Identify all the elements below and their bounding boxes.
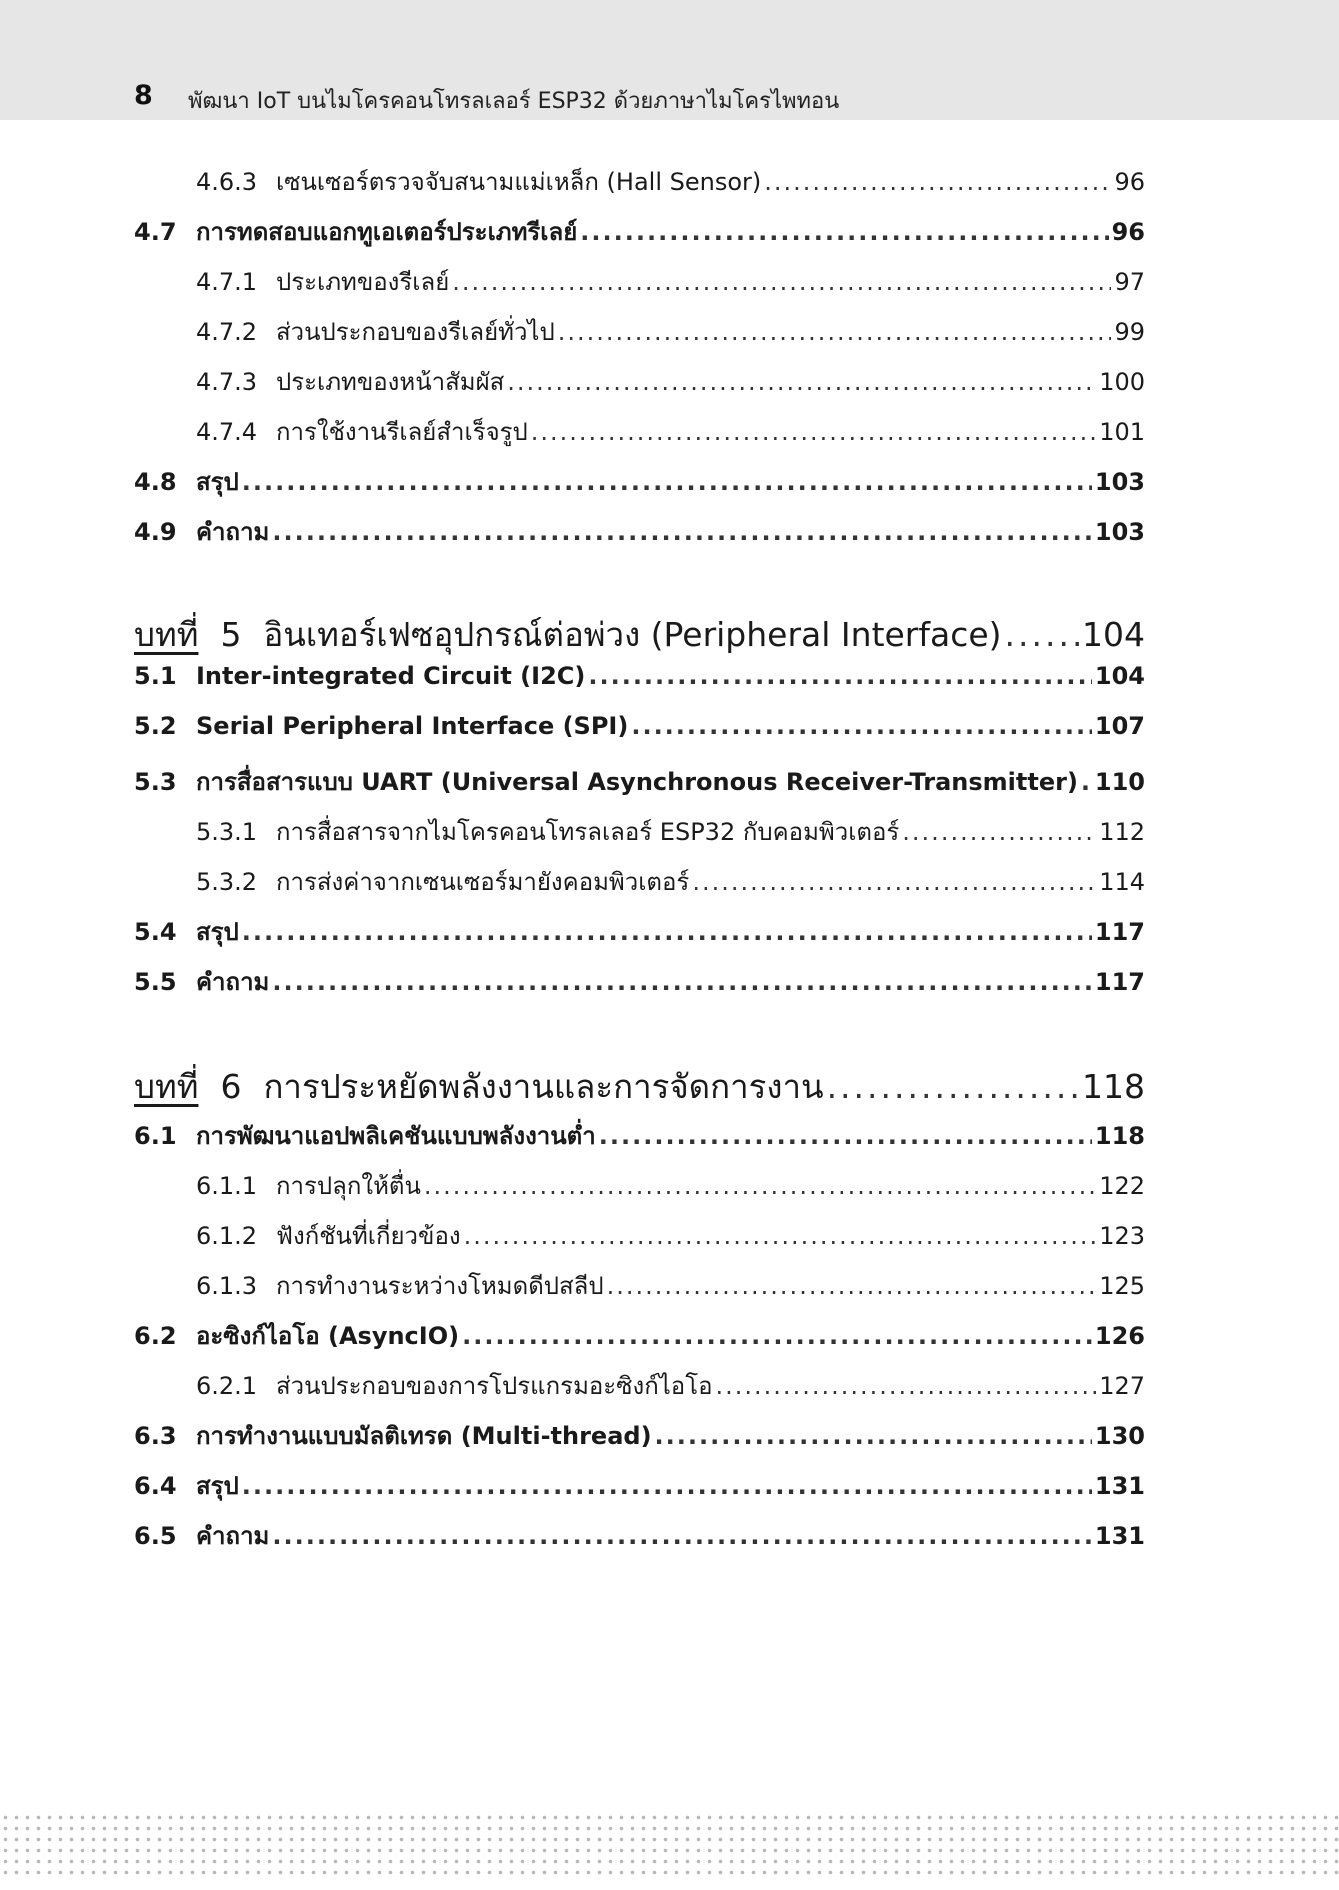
toc-entry bbox=[134, 512, 1145, 548]
entry-page-number: 118 bbox=[1094, 1122, 1145, 1150]
chapter-label: บทที่ bbox=[134, 1067, 199, 1106]
dot-leader bbox=[580, 218, 1108, 246]
entry-number: 5.5 bbox=[134, 968, 177, 996]
entry-number: 5.4 bbox=[134, 918, 177, 946]
entry-title: ส่วนประกอบของการโปรแกรมอะซิงก์ไอโอ bbox=[276, 1372, 713, 1400]
toc-entry bbox=[196, 162, 1145, 198]
entry-number: 4.7 bbox=[134, 218, 177, 246]
page-number: 8 bbox=[134, 80, 153, 111]
entry-page-number: 97 bbox=[1114, 268, 1145, 296]
toc-entry bbox=[134, 762, 1145, 798]
entry-page-number: 126 bbox=[1094, 1322, 1145, 1350]
dot-leader bbox=[902, 818, 1096, 846]
dot-leader bbox=[599, 1122, 1092, 1150]
dot-leader bbox=[424, 1172, 1096, 1200]
entry-number: 5.1 bbox=[134, 662, 177, 690]
entry-number: 6.2 bbox=[134, 1322, 177, 1350]
toc-entry bbox=[134, 712, 1145, 748]
entry-number: 6.5 bbox=[134, 1522, 177, 1550]
entry-page-number: 99 bbox=[1114, 318, 1145, 346]
dot-leader bbox=[242, 918, 1092, 946]
entry-title: สรุป bbox=[196, 468, 239, 496]
entry-page-number: 118 bbox=[1082, 1067, 1145, 1106]
entry-title: ฟังก์ชันที่เกี่ยวข้อง bbox=[276, 1222, 461, 1250]
entry-title: อะซิงก์ไอโอ (AsyncIO) bbox=[196, 1322, 460, 1350]
dot-leader bbox=[452, 268, 1111, 296]
entry-page-number: 110 bbox=[1094, 768, 1145, 796]
entry-title: สรุป bbox=[196, 1472, 239, 1500]
entry-page-number: 117 bbox=[1094, 968, 1145, 996]
entry-number: 4.7.4 bbox=[196, 418, 258, 446]
book-title: พัฒนา IoT บนไมโครคอนโทรลเลอร์ ESP32 ด้วยภาษาไมโครไพทอน bbox=[188, 89, 840, 114]
dot-leader bbox=[462, 1322, 1092, 1350]
toc-entry bbox=[196, 312, 1145, 348]
entry-title: สรุป bbox=[196, 918, 239, 946]
toc-entry bbox=[134, 1516, 1145, 1552]
entry-number: 6.4 bbox=[134, 1472, 177, 1500]
entry-page-number: 130 bbox=[1094, 1422, 1145, 1450]
entry-title: การทดสอบแอกทูเอเตอร์ประเภทรีเลย์ bbox=[196, 218, 578, 246]
entry-page-number: 101 bbox=[1099, 418, 1145, 446]
dot-leader bbox=[531, 418, 1096, 446]
entry-title: การพัฒนาแอปพลิเคชันแบบพลังงานต่ำ bbox=[196, 1122, 596, 1150]
entry-page-number: 104 bbox=[1094, 662, 1145, 690]
toc-entry bbox=[196, 1166, 1145, 1202]
entry-title: การใช้งานรีเลย์สำเร็จรูป bbox=[276, 418, 528, 446]
dot-leader bbox=[242, 1472, 1092, 1500]
entry-title: การสื่อสารจากไมโครคอนโทรลเลอร์ ESP32 กับคอมพิวเตอร์ bbox=[276, 818, 900, 846]
dot-leader bbox=[588, 662, 1092, 690]
toc-entry bbox=[134, 1466, 1145, 1502]
entry-title: คำถาม bbox=[196, 968, 270, 996]
entry-number: 6.1.3 bbox=[196, 1272, 258, 1300]
toc-entry bbox=[134, 212, 1145, 248]
dot-leader bbox=[655, 1422, 1092, 1450]
entry-number: 4.7.2 bbox=[196, 318, 258, 346]
entry-title: การสื่อสารแบบ UART (Universal Asynchronous Receiver-Transmitter) bbox=[196, 768, 1078, 796]
entry-title: Inter-integrated Circuit (I2C) bbox=[196, 662, 586, 690]
entry-title: การประหยัดพลังงานและการจัดการงาน bbox=[263, 1067, 824, 1106]
toc-entry bbox=[134, 1416, 1145, 1452]
toc-entry bbox=[134, 1316, 1145, 1352]
chapter-label: บทที่ bbox=[134, 615, 199, 654]
entry-title: ส่วนประกอบของรีเลย์ทั่วไป bbox=[276, 318, 555, 346]
entry-number: 5.3 bbox=[134, 768, 177, 796]
entry-page-number: 100 bbox=[1099, 368, 1145, 396]
toc-entry bbox=[134, 662, 1145, 698]
entry-title: การทำงานแบบมัลติเทรด (Multi-thread) bbox=[196, 1422, 652, 1450]
toc-entry bbox=[196, 1216, 1145, 1252]
toc-entry bbox=[196, 1266, 1145, 1302]
entry-page-number: 112 bbox=[1099, 818, 1145, 846]
entry-page-number: 104 bbox=[1082, 615, 1145, 654]
dot-leader bbox=[464, 1222, 1097, 1250]
entry-page-number: 96 bbox=[1114, 168, 1145, 196]
dot-leader bbox=[507, 368, 1096, 396]
dot-leader bbox=[272, 1522, 1092, 1550]
entry-page-number: 125 bbox=[1099, 1272, 1145, 1300]
entry-number: 4.9 bbox=[134, 518, 177, 546]
entry-page-number: 131 bbox=[1094, 1472, 1145, 1500]
toc-entry bbox=[134, 462, 1145, 498]
entry-title: ประเภทของรีเลย์ bbox=[276, 268, 450, 296]
toc-entry bbox=[134, 912, 1145, 948]
toc-chapter-heading bbox=[134, 1060, 1145, 1110]
entry-title: การส่งค่าจากเซนเซอร์มายังคอมพิวเตอร์ bbox=[276, 868, 690, 896]
entry-number: 6.2.1 bbox=[196, 1372, 258, 1400]
entry-page-number: 96 bbox=[1111, 218, 1145, 246]
entry-title: การทำงานระหว่างโหมดดีปสลีป bbox=[276, 1272, 604, 1300]
toc-entry bbox=[196, 412, 1145, 448]
toc-entry bbox=[134, 1116, 1145, 1152]
entry-page-number: 114 bbox=[1099, 868, 1145, 896]
entry-title: คำถาม bbox=[196, 518, 270, 546]
entry-page-number: 103 bbox=[1094, 518, 1145, 546]
dot-leader bbox=[716, 1372, 1097, 1400]
toc-chapter-heading bbox=[134, 608, 1145, 658]
toc-entry bbox=[196, 862, 1145, 898]
toc-entry bbox=[196, 262, 1145, 298]
entry-title: Serial Peripheral Interface (SPI) bbox=[196, 712, 629, 740]
entry-number: 4.7.1 bbox=[196, 268, 258, 296]
dot-leader bbox=[764, 168, 1111, 196]
entry-number: 6.3 bbox=[134, 1422, 177, 1450]
dot-leader bbox=[272, 518, 1092, 546]
dot-leader bbox=[631, 712, 1092, 740]
header-band bbox=[0, 0, 1339, 120]
entry-page-number: 122 bbox=[1099, 1172, 1145, 1200]
entry-page-number: 131 bbox=[1094, 1522, 1145, 1550]
dot-leader bbox=[827, 1067, 1079, 1106]
entry-number: 6.1.2 bbox=[196, 1222, 258, 1250]
entry-title: เซนเซอร์ตรวจจับสนามแม่เหล็ก (Hall Sensor) bbox=[276, 168, 762, 196]
toc-entry bbox=[196, 1366, 1145, 1402]
dot-leader bbox=[692, 868, 1096, 896]
chapter-number: 5 bbox=[220, 615, 242, 654]
dotted-footer-pattern bbox=[0, 1812, 1339, 1878]
entry-number: 6.1.1 bbox=[196, 1172, 258, 1200]
entry-page-number: 127 bbox=[1099, 1372, 1145, 1400]
entry-number: 6.1 bbox=[134, 1122, 177, 1150]
entry-page-number: 117 bbox=[1094, 918, 1145, 946]
entry-number: 5.2 bbox=[134, 712, 177, 740]
chapter-number: 6 bbox=[220, 1067, 242, 1106]
entry-number: 4.6.3 bbox=[196, 168, 258, 196]
entry-number: 4.7.3 bbox=[196, 368, 258, 396]
dot-leader bbox=[1081, 768, 1092, 796]
entry-page-number: 123 bbox=[1099, 1222, 1145, 1250]
toc-entry bbox=[196, 812, 1145, 848]
entry-title: คำถาม bbox=[196, 1522, 270, 1550]
dot-leader bbox=[242, 468, 1092, 496]
entry-page-number: 107 bbox=[1094, 712, 1145, 740]
entry-number: 5.3.1 bbox=[196, 818, 258, 846]
toc-entry bbox=[196, 362, 1145, 398]
dot-leader bbox=[1005, 615, 1079, 654]
entry-number: 4.8 bbox=[134, 468, 177, 496]
entry-page-number: 103 bbox=[1094, 468, 1145, 496]
dot-leader bbox=[607, 1272, 1097, 1300]
dot-leader bbox=[272, 968, 1092, 996]
entry-title: ประเภทของหน้าสัมผัส bbox=[276, 368, 505, 396]
toc-entry bbox=[134, 962, 1145, 998]
entry-title: อินเทอร์เฟซอุปกรณ์ต่อพ่วง (Peripheral Interface) bbox=[263, 615, 1002, 654]
entry-title: การปลุกให้ตื่น bbox=[276, 1172, 421, 1200]
entry-number: 5.3.2 bbox=[196, 868, 258, 896]
dot-leader bbox=[558, 318, 1112, 346]
